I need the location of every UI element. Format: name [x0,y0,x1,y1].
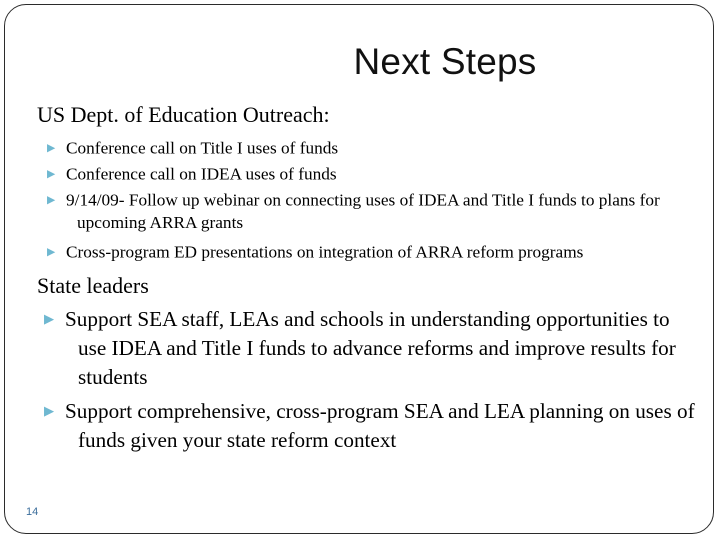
slide-title: Next Steps [353,41,537,82]
section-heading-state-leaders: State leaders [37,273,149,298]
state-item-1: ▶ Support SEA staff, LEAs and schools in understanding opportunities to use IDEA and Title I funds to advance reforms and improve results for students [44,307,676,390]
outreach-item-1: ▶ Conference call on Title I uses of funds [47,138,339,158]
outreach-item-4: ▶ Cross-program ED presentations on integration of ARRA reform programs [47,242,584,262]
slide-frame [4,4,714,534]
state-item-2: ▶ Support comprehensive, cross-program SEA and LEA planning on uses of funds given your state reform context [44,399,695,453]
outreach-item-2: ▶ Conference call on IDEA uses of funds [47,164,337,184]
section-heading-outreach: US Dept. of Education Outreach: [37,102,330,127]
outreach-item-3: ▶ 9/14/09- Follow up webinar on connecting uses of IDEA and Title I funds to plans for upcoming ARRA grants [47,190,660,233]
page-number: 14 [26,506,39,518]
